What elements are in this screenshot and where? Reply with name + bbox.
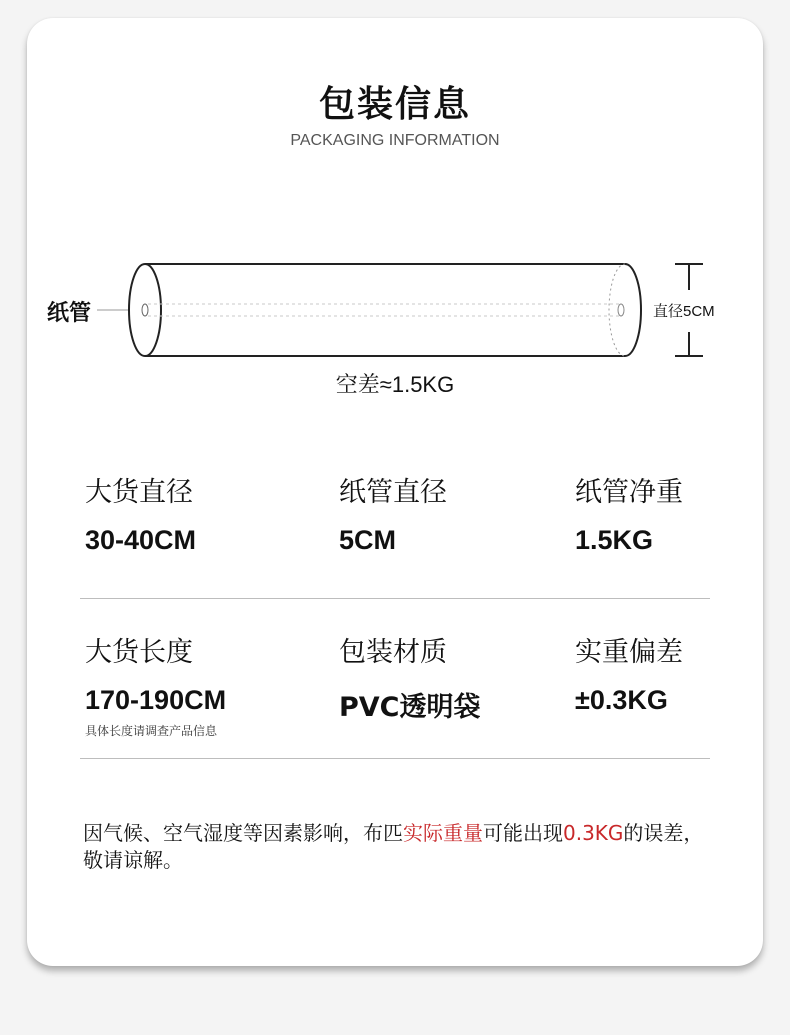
notice-text: 因气候、空气湿度等因素影响，布匹: [83, 821, 403, 845]
divider: [80, 758, 710, 759]
spec-bulk-length: [85, 630, 226, 739]
spec-value: 30-40CM: [85, 525, 197, 555]
spec-value: 5CM: [339, 525, 397, 555]
spec-value: 170-190CM: [85, 685, 227, 715]
weight-notice: [83, 820, 723, 874]
tube-label: 纸管: [47, 301, 92, 326]
spec-label: 纸管净重: [575, 477, 683, 508]
notice-text: 可能出现: [483, 821, 563, 845]
notice-highlight: 0.3KG: [563, 821, 624, 845]
spec-packaging-material: [339, 630, 481, 724]
tube-right-end-front: [625, 264, 641, 356]
notice-text: 的误差，敬请谅解。: [83, 821, 704, 872]
divider: [80, 598, 710, 599]
diameter-label: 直径5CM: [653, 303, 715, 320]
tube-left-end: [129, 264, 161, 356]
spec-tube-net-weight: [575, 470, 683, 556]
spec-note: 具体长度请调查产品信息: [85, 724, 218, 738]
tube-weight-label: 空差≈1.5KG: [335, 372, 455, 397]
page-title: 包装信息: [318, 84, 471, 125]
spec-label: 大货直径: [85, 477, 193, 508]
spec-label: 纸管直径: [339, 477, 447, 508]
packaging-info-card: [27, 18, 763, 966]
tube-right-core: [618, 304, 624, 316]
spec-label: 实重偏差: [575, 637, 683, 668]
spec-value: ±0.3KG: [575, 685, 668, 715]
spec-value: PVC透明袋: [339, 692, 481, 723]
spec-value: 1.5KG: [575, 525, 654, 555]
spec-label: 包装材质: [339, 637, 447, 668]
tube-right-end-back: [609, 264, 625, 356]
notice-highlight: 实际重量: [403, 821, 483, 845]
spec-weight-deviation: [575, 630, 683, 716]
spec-label: 大货长度: [85, 637, 193, 668]
spec-bulk-diameter: [85, 470, 196, 556]
spec-tube-diameter: [339, 470, 447, 556]
page-subtitle: PACKAGING INFORMATION: [290, 132, 500, 149]
